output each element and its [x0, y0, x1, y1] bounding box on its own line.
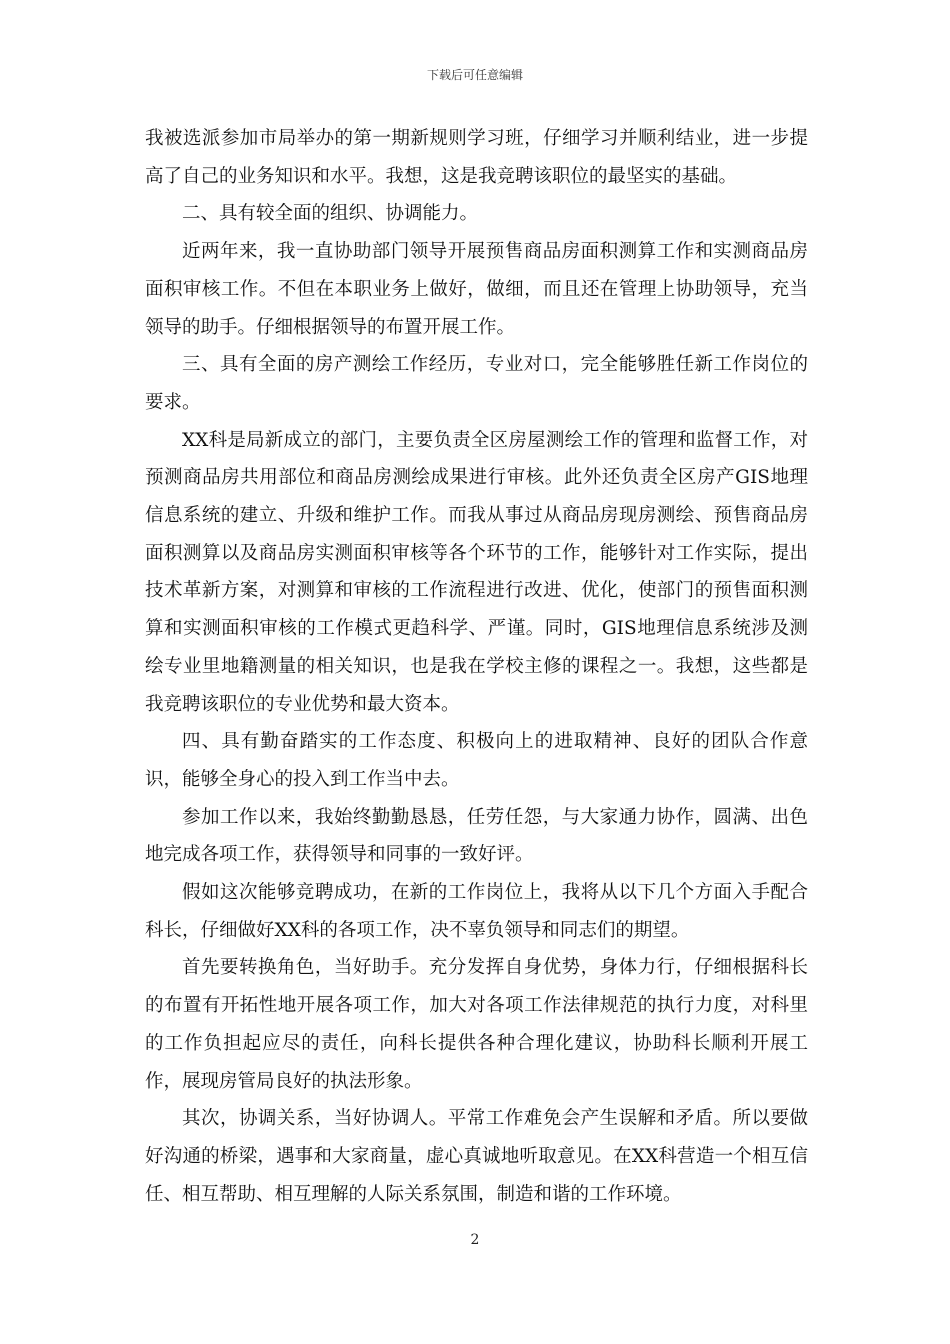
paragraph: 假如这次能够竞聘成功，在新的工作岗位上，我将从以下几个方面入手配合科长，仔细做好XX科的各项工作，决不辜负领导和同志们的期望。	[145, 882, 808, 941]
section-heading-2: 二、具有较全面的组织、协调能力。	[182, 203, 479, 225]
paragraph: XX科是局新成立的部门，主要负责全区房屋测绘工作的管理和监督工作，对预测商品房共用部位和商品房测绘成果进行审核。此外还负责全区房产GIS地理信息系统的建立、升级和维护工作。而我从事过从商品房现房测绘、预售商品房面积测算以及商品房实测面积审核等各个环节的工作，能够针对工作实际，提出技术革新方案，对测算和审核的工作流程进行改进、优化，使部门的预售面积测算和实测面积审核的工作模式更趋科学、严谨。同时，GIS地理信息系统涉及测绘专业里地籍测量的相关知识，也是我在学校主修的课程之一。我想，这些都是我竞聘该职位的专业优势和最大资本。	[145, 429, 808, 715]
section-heading-4: 四、具有勤奋踏实的工作态度、积极向上的进取精神、良好的团队合作意识，能够全身心的投入到工作当中去。	[145, 731, 808, 790]
document-body	[145, 120, 808, 1213]
paragraph: 参加工作以来，我始终勤勤恳恳，任劳任怨，与大家通力协作，圆满、出色地完成各项工作，获得领导和同事的一致好评。	[145, 806, 808, 866]
page-header: 下载后可任意编辑	[426, 68, 523, 82]
paragraph: 其次，协调关系，当好协调人。平常工作难免会产生误解和矛盾。所以要做好沟通的桥梁，遇事和大家商量，虚心真诚地听取意见。在XX科营造一个相互信任、相互帮助、相互理解的人际关系氛围，制造和谐的工作环境。	[145, 1108, 808, 1205]
page-number: 2	[470, 1232, 480, 1248]
section-heading-3: 三、具有全面的房产测绘工作经历，专业对口，完全能够胜任新工作岗位的要求。	[145, 354, 808, 413]
paragraph: 近两年来，我一直协助部门领导开展预售商品房面积测算工作和实测商品房面积审核工作。不但在本职业务上做好，做细，而且还在管理上协助领导，充当领导的助手。仔细根据领导的布置开展工作。	[145, 241, 808, 338]
paragraph-continued: 我被选派参加市局举办的第一期新规则学习班，仔细学习并顺利结业，进一步提高了自己的业务知识和水平。我想，这是我竞聘该职位的最坚实的基础。	[145, 128, 808, 187]
paragraph: 首先要转换角色，当好助手。充分发挥自身优势，身体力行，仔细根据科长的布置有开拓性地开展各项工作，加大对各项工作法律规范的执行力度，对科里的工作负担起应尽的责任，向科长提供各种合理化建议，协助科长顺利开展工作，展现房管局良好的执法形象。	[145, 957, 808, 1092]
